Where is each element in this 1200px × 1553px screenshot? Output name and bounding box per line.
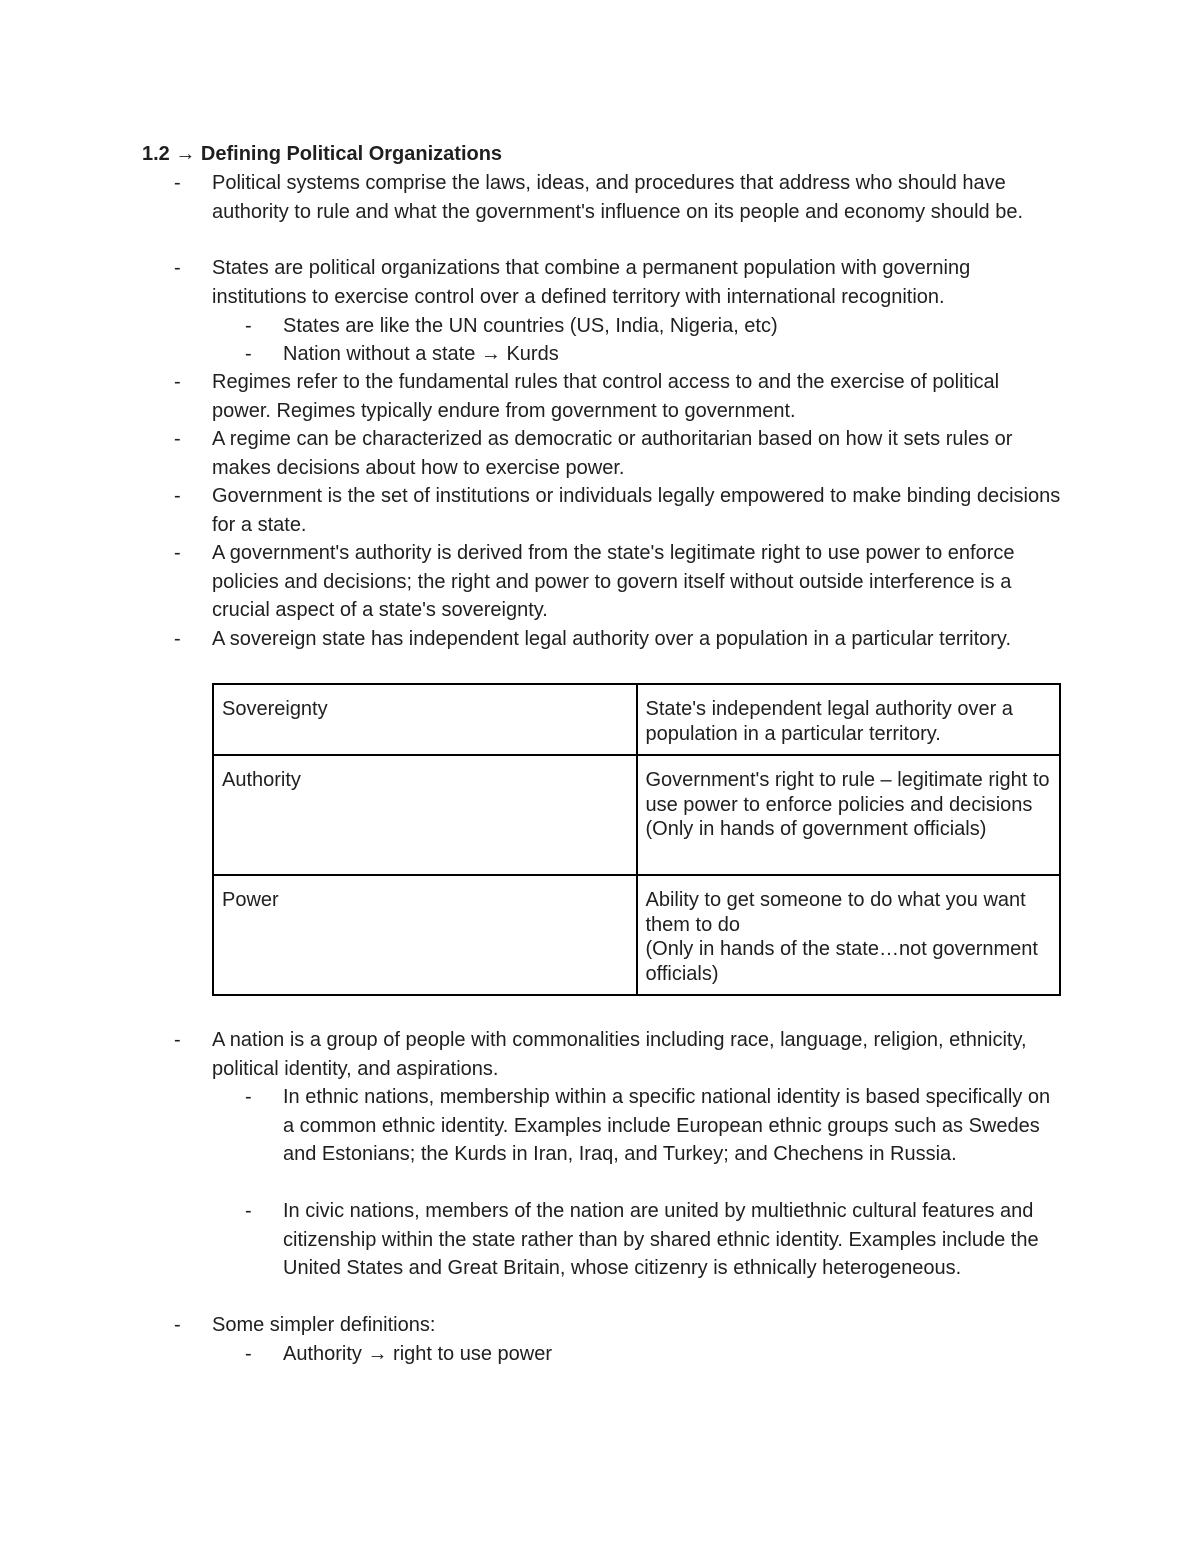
definition-text: Government's right to rule – legitimate right to use power to enforce policies and decisions xyxy=(645,769,1050,816)
bullet-marker: - xyxy=(174,428,181,450)
definition-text: Ability to get someone to do what you want them to do xyxy=(645,889,1026,936)
term-cell xyxy=(213,755,637,875)
bullet-text: A government's authority is derived from the state's legitimate right to use power to enforce policies and decisions; the right and power to govern itself without outside interference is a crucial aspect of a state's sovereignty. xyxy=(212,542,1015,621)
bullet-regimes xyxy=(174,368,1062,425)
subbullet-un-countries xyxy=(245,312,1063,341)
subbullet-ethnic-nations xyxy=(245,1083,1063,1169)
bullet-marker: - xyxy=(174,1029,181,1051)
bullet-text: Political systems comprise the laws, ideas, and procedures that address who should have authority to rule and what the government's influence on its people and economy should be. xyxy=(212,172,1024,223)
subbullet-kurds xyxy=(245,340,1063,369)
bullet-marker: - xyxy=(174,371,181,393)
definitions-table xyxy=(212,683,1061,996)
bullet-text: Nation without a state → Kurds xyxy=(283,343,559,365)
bullet-text: Authority → right to use power xyxy=(283,1343,553,1365)
term-cell xyxy=(213,684,637,755)
bullet-marker: - xyxy=(245,315,252,337)
bullet-text: States are like the UN countries (US, India, Nigeria, etc) xyxy=(283,315,778,337)
bullet-marker: - xyxy=(245,343,252,365)
table-row xyxy=(213,875,1060,995)
bullet-government-authority xyxy=(174,539,1062,625)
bullet-text: Some simpler definitions: xyxy=(212,1314,436,1336)
term-text: Authority xyxy=(222,769,301,791)
table-row xyxy=(213,755,1060,875)
bullet-text: A sovereign state has independent legal authority over a population in a particular territory. xyxy=(212,628,1012,650)
bullet-marker: - xyxy=(245,1343,252,1365)
table-row xyxy=(213,684,1060,755)
bullet-simpler-definitions xyxy=(174,1311,1062,1340)
definition-note: (Only in hands of the state…not government officials) xyxy=(645,938,1038,985)
definition-text: State's independent legal authority over a population in a particular territory. xyxy=(645,698,1013,745)
term-text: Power xyxy=(222,889,279,911)
definition-cell xyxy=(637,684,1061,755)
bullet-text: In civic nations, members of the nation are united by multiethnic cultural features and citizenship within the state rather than by shared ethnic identity. Examples include the United States and Great Britain, whose citizenry is ethnically heterogeneous. xyxy=(283,1200,1039,1279)
subbullet-civic-nations xyxy=(245,1197,1063,1283)
subbullet-authority-definition xyxy=(245,1340,1063,1369)
bullet-text: A regime can be characterized as democratic or authoritarian based on how it sets rules or makes decisions about how to exercise power. xyxy=(212,428,1013,479)
bullet-nation xyxy=(174,1026,1062,1083)
bullet-marker: - xyxy=(174,172,181,194)
definition-cell xyxy=(637,875,1061,995)
section-heading: 1.2 → Defining Political Organizations xyxy=(142,143,503,165)
bullet-political-systems xyxy=(174,169,1062,226)
bullet-states xyxy=(174,254,1062,311)
bullet-sovereign-state xyxy=(174,625,1062,654)
term-text: Sovereignty xyxy=(222,698,328,720)
bullet-marker: - xyxy=(174,257,181,279)
bullet-text: Government is the set of institutions or individuals legally empowered to make binding decisions for a state. xyxy=(212,485,1061,536)
bullet-marker: - xyxy=(245,1086,252,1108)
bullet-regime-types xyxy=(174,425,1062,482)
definition-note: (Only in hands of government officials) xyxy=(645,818,987,840)
bullet-text: In ethnic nations, membership within a specific national identity is based specifically on a common ethnic identity. Examples include European ethnic groups such as Swedes and Estonians; the Kurds in Iran, Iraq, and Turkey; and Chechens in Russia. xyxy=(283,1086,1051,1165)
bullet-marker: - xyxy=(174,485,181,507)
bullet-text: Regimes refer to the fundamental rules that control access to and the exercise of political power. Regimes typically endure from government to government. xyxy=(212,371,1000,422)
term-cell xyxy=(213,875,637,995)
bullet-marker: - xyxy=(174,1314,181,1336)
bullet-government xyxy=(174,482,1062,539)
bullet-marker: - xyxy=(174,628,181,650)
bullet-marker: - xyxy=(245,1200,252,1222)
definition-cell xyxy=(637,755,1061,875)
bullet-text: A nation is a group of people with commonalities including race, language, religion, ethnicity, political identity, and aspirations. xyxy=(212,1029,1027,1080)
bullet-marker: - xyxy=(174,542,181,564)
bullet-text: States are political organizations that combine a permanent population with governing institutions to exercise control over a defined territory with international recognition. xyxy=(212,257,971,308)
